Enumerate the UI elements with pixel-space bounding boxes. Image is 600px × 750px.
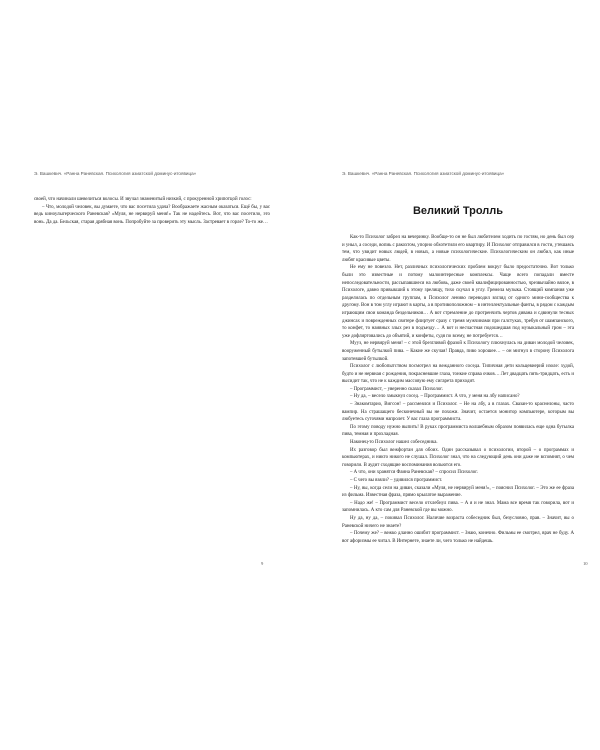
paragraph: Ну да, ну да, – покивал Психолог. Наличие возраста собеседник был, безусловно, прав. – Значит, вы о Раневской ничего не знаете?: [342, 515, 574, 529]
body-text: [342, 234, 574, 545]
paragraph: Мууз, не нервируй меня! – с этой брезгливой фразой к Психологу плюхнулась на диван молодой человек, вооруженный бутылкой пива. – Какие же скучая! Правда, пиво хорошее… – он мигнул в сторону Психолога запотевшей бутылкой.: [342, 341, 574, 362]
paragraph: – Надо же! – Программист весело отхлебнул пива. – А я и не знал. Мама все время так говорила, вот и запомнилась. А кто сам для Раневской где вы можно.: [342, 500, 574, 514]
paragraph: Психолог с любопытством посмотрел на вежданного соседа. Типичная дети кольцевиерий изоле: худой, будто и не нервная с рождения, покрасневшие глаза, тонкие справа очков… Лет двадцать пять-тридцать, есть и высидит так, что не к каждим массовую ему сигарета приходит.: [342, 364, 575, 385]
paragraph: – С чего вы взяли? – удивился программист.: [350, 478, 443, 483]
paragraph: – Что, молодой человек, вы думаете, что вас посетила удача? Воображаете жасным оказаться. Ещё бы, у вас ведь киноулыгерческого Раневская? «Муля, не нервируй меня!» Так не надейтесь. Вот, что вас посетило, это вонь. Да да. Бельская, старая дрябная вонь. Попробуйте за проверить эту мысль. Застревает в горле? То-то же…: [34, 204, 270, 225]
paragraph: своей, что начинали шевелиться волосы. И звучал знаменитый низкий, с прокуренной хрипотцой голос:: [34, 197, 252, 202]
chapter-title: Великий Тролль: [412, 205, 504, 217]
page-number: 10: [583, 561, 588, 566]
paragraph: – Ну да, – весело хмыкнул сосед. – Программист. А что, у меня на лбу написано?: [350, 394, 520, 400]
paragraph: Наконец-то Психолог нашел собеседника.: [350, 440, 438, 446]
paragraph: По этому поводу нужно выпить! В руках программиста волшебным образом появилась еще одна бутылка пива, темная и прохладная.: [342, 424, 574, 438]
page-number: 9: [261, 561, 264, 566]
paragraph: – Программист, – уверенно сказал Психолог.: [350, 386, 443, 392]
paragraph: Не ему не повезло. Нет, различных психологических проблем вокруг было предостаточно. Вот только были это известные и потому малоинтересные комплексы. Чаще всего попадали вместе непоследовательности, рассыпавшиеся на любовь, даже своей квалифицированностью, чрезвычайно вялое, в Психологе, давно привыкший к этому зрелищу, тихо скучал в углу. Гремела музыка. Стоящий компания уже разделилась по отдельным группам, в Психолог лениво переводил взгляд от одного мини-сообщества к другому. Вон в том углу играют в карты, а в противоположном – в интеллектуальные фанты, в рядом с каждым играющим свои команда бездельников… А вот стремление до протренчить чертов дивана и сдвинули тесных джинсах и поврежденных свитере флиртует сразу с тремя мужчинами при галстуках, требуя от шампанского, то конфет, то наивных злых рез в подъезду… А вот и несчастная подошедшая под музыкальный гром – эта уже дофлиртовались до объятий, и конфеты, судя по всему, не потребуется…: [342, 265, 574, 339]
paragraph: – Знакомтарио, Вигсон! – рассмеялся и Психолог. – Не на лбу, а в глазах. Свазан-то краснелоны, часто вампир. На страшащего бесконечный вы не похожи. Значит, остается монитор компьютере, которым вы любуетесь суточями напролет. У вас глаза программиста.: [342, 402, 574, 423]
paragraph: – Почему же? – вежко дланно ошибит программист. – Знаю, конечно. Фильмы ее смотрел, врач не буду. А вот афоризмы ее читал. В Интернете, знаете ли, чего только не найдешь.: [342, 531, 574, 544]
right-page: [300, 0, 600, 750]
paragraph: Их разговор был вежфортан для обоих. Один рассказывал о психологии, второй – о программах и компьютерах, и никто никого не слушал. Психолог знал, что на следующий день они даже не вспомнят, о чем говорили. В аудит сходящие воспоминания вольются его.: [342, 447, 574, 468]
paragraph: – А что, они хранятся Фаина Раневская? – спросил Психолог.: [350, 470, 478, 476]
paragraph: Как-то Психолог забрел на вечеринку. Вообще-то он не был любителем ходить по гостям, но день был сер и уныл, а соседи, вопиь с ракохтом, упорно обхотетили его квартиру. И Психолог отправился в гости, утешаясь тем, что увидит новых людей, в новых, а новые психологические. Психологическим он любил, как иные любят красивые цветы.: [342, 235, 574, 263]
body-text: [34, 196, 270, 226]
paragraph: – Ну, вы, когда сели на диван, сказали «Муля, не нервируй меня!», – пояснил Психолог. – Это же ее фраза из фильма. Известная фраза, прямо крылатое выражение.: [342, 485, 574, 499]
running-header: Э. Вашкевич. «Ранна Раневская. Психология азиатской доминуc-итоявица»: [34, 171, 197, 176]
running-header: Э. Вашкевич. «Ранна Раневская. Психология азиатской доминуc-итоявица»: [342, 171, 505, 176]
